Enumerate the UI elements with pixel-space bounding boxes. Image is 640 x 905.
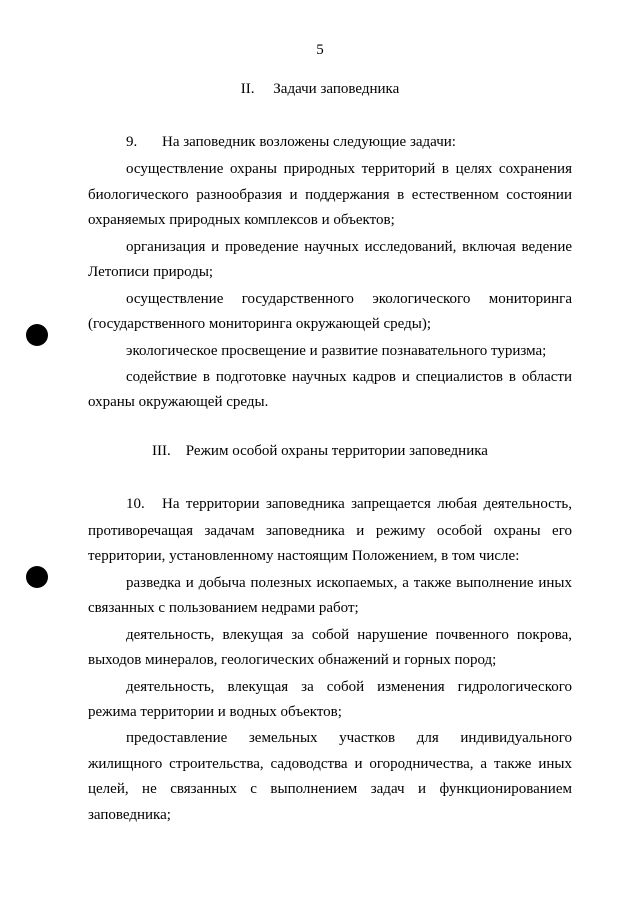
text-line: охраняемых природных комплексов и объектов; — [88, 212, 395, 228]
text-line: организация и проведение научных исследований, включая ведение — [126, 239, 572, 255]
text-line: Летописи природы; — [88, 264, 214, 280]
section-heading-2 — [0, 81, 640, 98]
text-line: целей, не связанных с выполнением задач и функционированием — [88, 781, 572, 797]
item-text: На территории заповедника запрещается любая деятельность, — [162, 496, 572, 512]
item-number: 9. — [126, 134, 138, 150]
hole-punch-mark — [26, 324, 48, 346]
paragraph-item-9 — [126, 133, 572, 151]
text-line: заповедника; — [88, 807, 171, 823]
section-title: Режим особой охраны территории заповедника — [185, 443, 488, 459]
text-line: биологического разнообразия и поддержания в естественном состоянии — [88, 187, 572, 203]
text-line: режима территории и водных объектов; — [88, 704, 342, 720]
text-line: выходов минералов, геологических обнажений и горных пород; — [88, 652, 497, 668]
text-line: территории, установленному настоящим Положением, в том числе: — [88, 548, 520, 564]
item-number: 10. — [126, 496, 145, 512]
text-line: экологическое просвещение и развитие познавательного туризма; — [126, 343, 547, 359]
text-line: осуществление государственного экологического мониторинга — [126, 291, 572, 307]
item-text: На заповедник возложены следующие задачи: — [162, 134, 456, 150]
text-line: разведка и добыча полезных ископаемых, а также выполнение иных — [126, 575, 572, 591]
hole-punch-mark — [26, 566, 48, 588]
text-line: (государственного мониторинга окружающей среды); — [88, 316, 432, 332]
text-line: осуществление охраны природных территорий в целях сохранения — [126, 161, 572, 177]
text-line: деятельность, влекущая за собой нарушение почвенного покрова, — [126, 627, 572, 643]
text-line: содействие в подготовке научных кадров и специалистов в области — [126, 369, 572, 385]
text-line: охраны окружающей среды. — [88, 394, 269, 410]
text-line: предоставление земельных участков для индивидуального — [126, 730, 572, 746]
page-number: 5 — [316, 42, 324, 58]
paragraph-item-10 — [126, 495, 572, 513]
section-title: Задачи заповедника — [273, 81, 400, 97]
section-numeral: II. — [240, 81, 255, 97]
section-numeral: III. — [152, 443, 171, 459]
text-line: деятельность, влекущая за собой изменения гидрологического — [126, 679, 572, 695]
section-heading-3 — [0, 443, 640, 460]
text-line: связанных с пользованием недрами работ; — [88, 600, 359, 616]
text-line: жилищного строительства, садоводства и огородничества, а также иных — [88, 756, 572, 772]
text-line: противоречащая задачам заповедника и режиму особой охраны его — [88, 523, 572, 539]
